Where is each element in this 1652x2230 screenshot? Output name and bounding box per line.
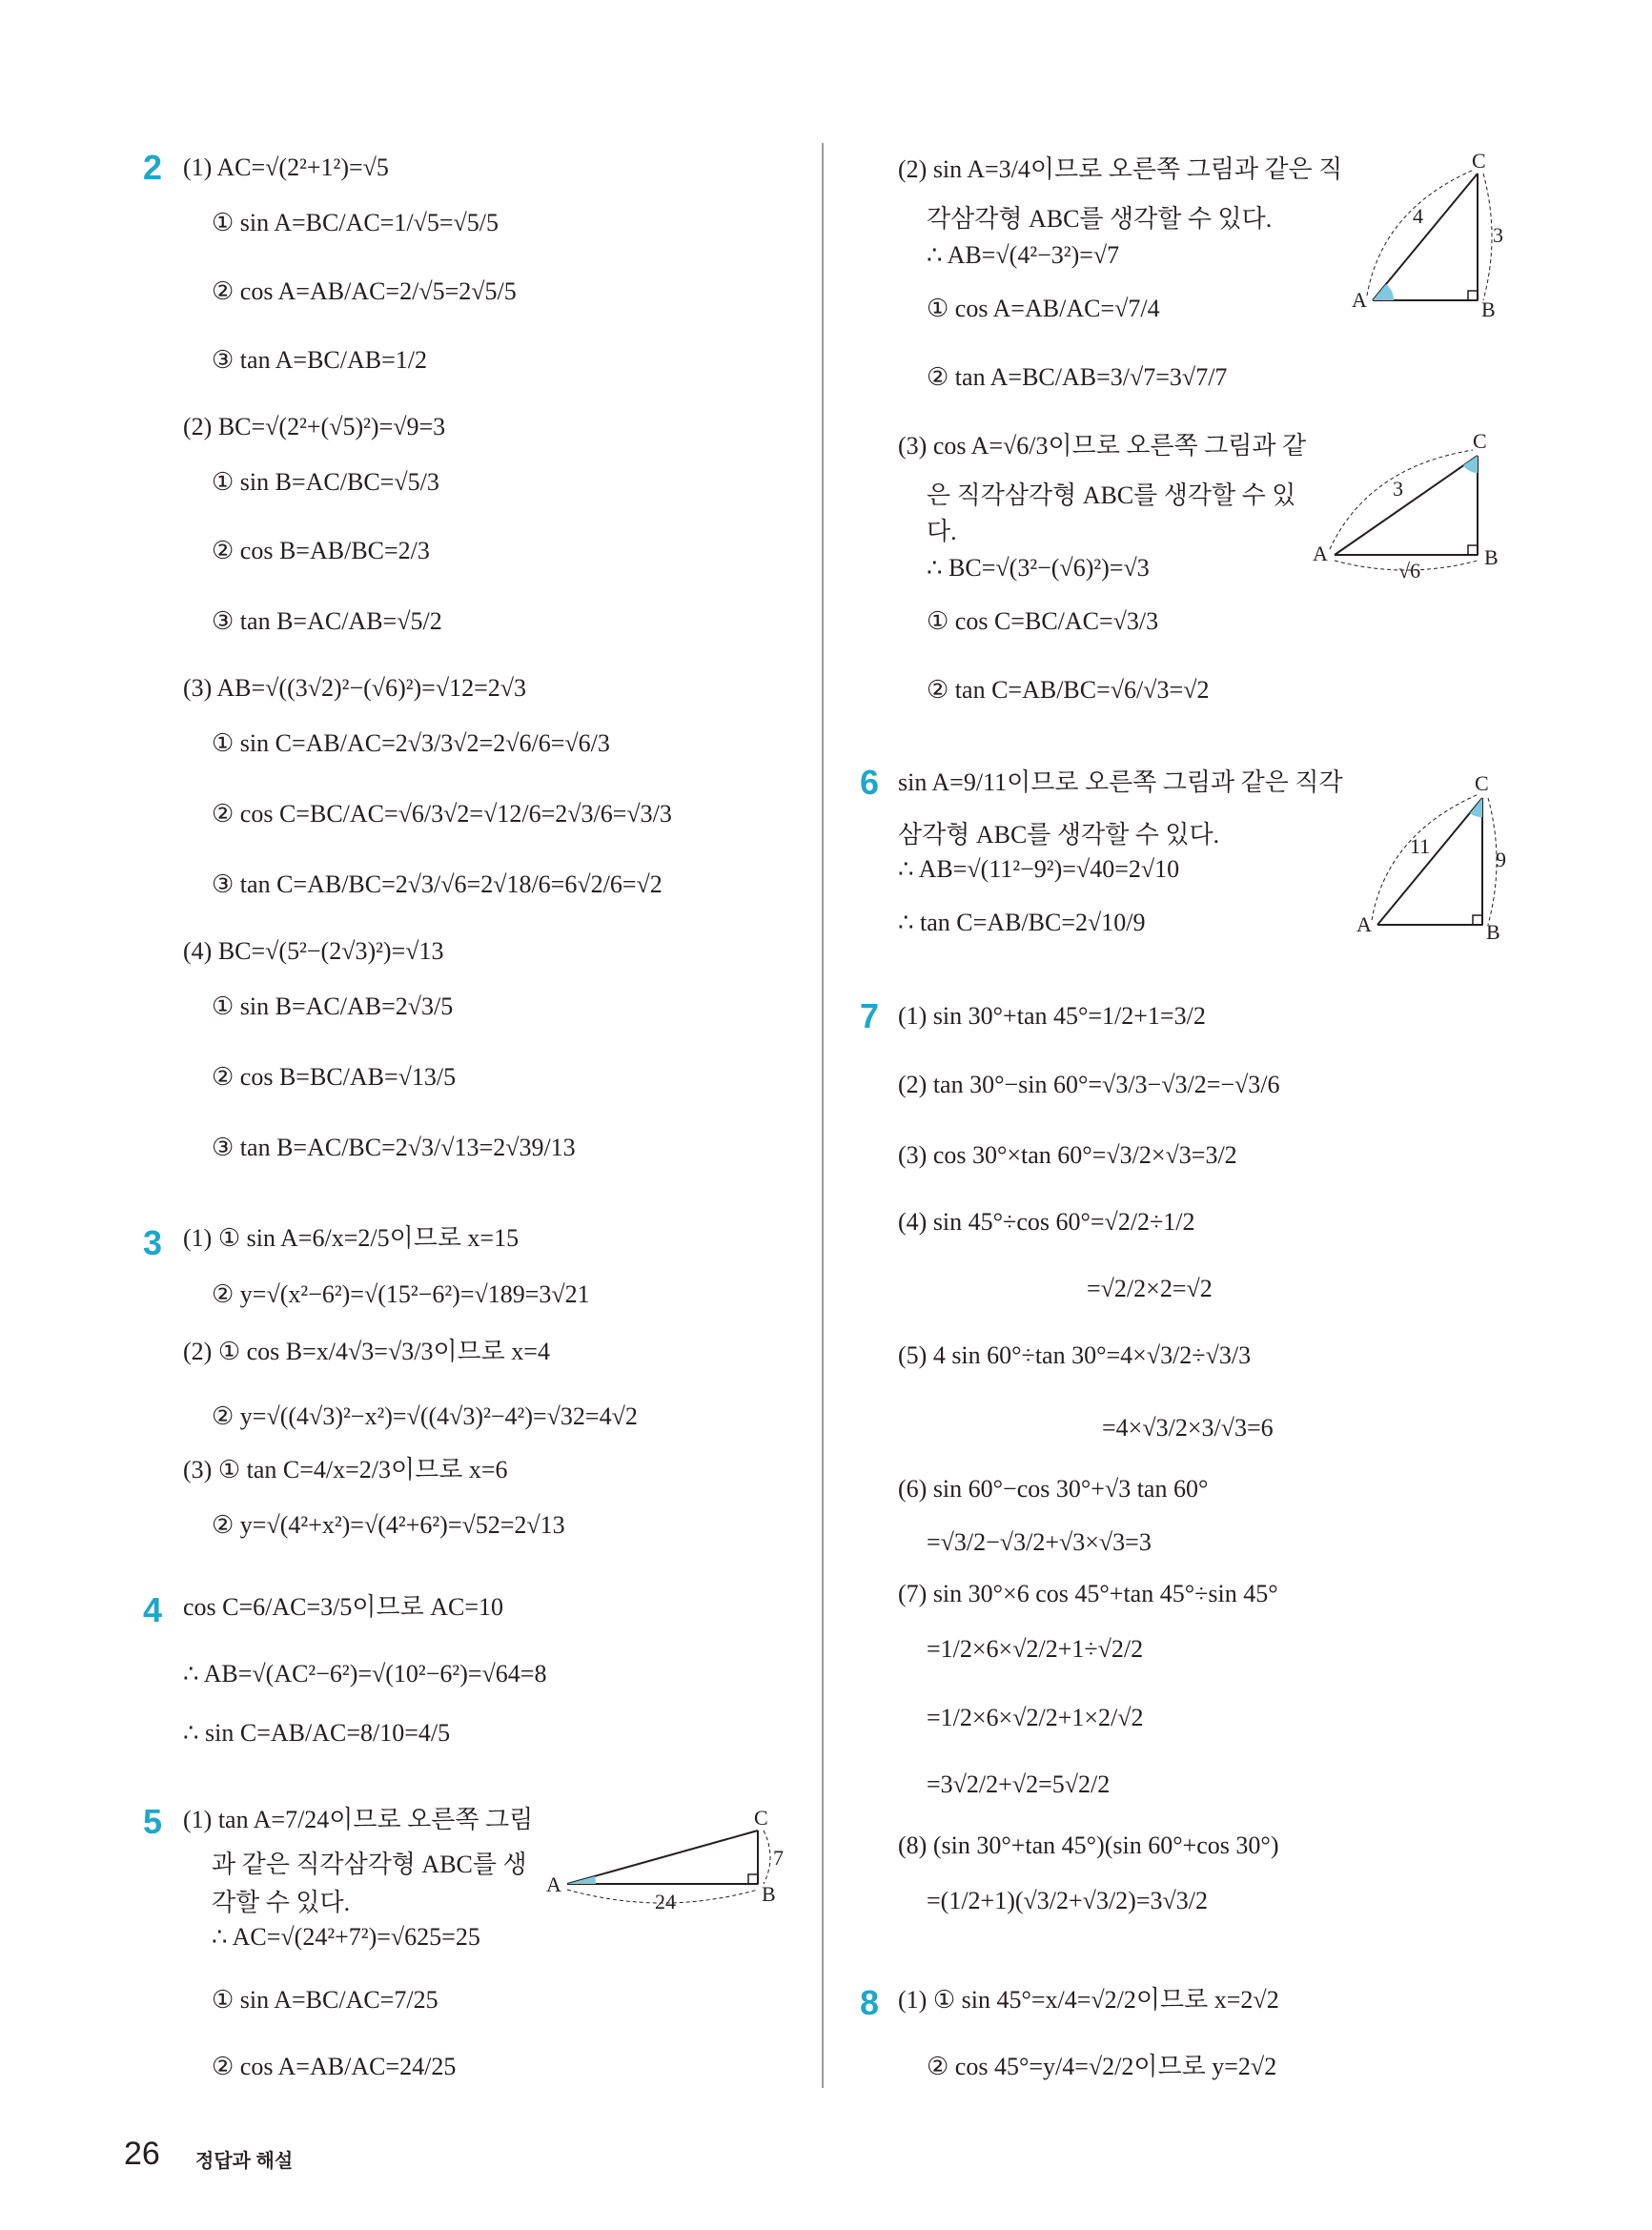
vertex-label-b: B [1484,545,1499,569]
solution-line: =4×√3/2×3/√3=6 [1102,1414,1274,1442]
solution-line: ③ tan B=AC/BC=2√3/√13=2√39/13 [212,1134,576,1161]
side-label-adjacent: 24 [655,1890,676,1913]
triangle-figure [539,1802,796,1921]
vertex-label-a: A [546,1872,561,1896]
solution-line: ② y=√(4²+x²)=√(4²+6²)=√52=2√13 [212,1511,565,1539]
solution-line: =√2/2×2=√2 [1087,1275,1213,1302]
solution-line: ∴ sin C=AB/AC=8/10=4/5 [183,1719,451,1747]
solution-line: (6) sin 60°−cos 30°+√3 tan 60° [898,1475,1209,1503]
vertex-label-b: B [1486,920,1500,944]
solution-line: ② cos A=AB/AC=24/25 [212,2053,457,2080]
solution-line: (1) AC=√(2²+1²)=√5 [183,153,389,181]
page-section-label: 정답과 해설 [195,2151,294,2172]
side-label-hypotenuse: 4 [1413,204,1423,228]
solution-line: sin A=9/11이므로 오른쪽 그림과 같은 직각 [898,768,1343,796]
solution-line: (3) cos A=√6/3이므로 오른쪽 그림과 같 [898,432,1307,460]
problem-number-7: 7 [860,996,880,1035]
vertex-label-a: A [1356,912,1372,936]
vertex-label-c: C [1472,153,1486,173]
solution-line: ② tan A=BC/AB=3/√7=3√7/7 [927,363,1228,391]
problem-number-3: 3 [143,1223,163,1262]
solution-line: =1/2×6×√2/2+1÷√2/2 [927,1635,1144,1663]
solution-line: (1) ① sin A=6/x=2/5이므로 x=15 [183,1224,520,1252]
solution-line: ③ tan A=BC/AB=1/2 [212,346,427,374]
solution-line: ② cos B=BC/AB=√13/5 [212,1063,457,1091]
solution-line: 삼각형 ABC를 생각할 수 있다. [898,821,1220,849]
solution-line: (3) AB=√((3√2)²−(√6)²)=√12=2√3 [183,674,527,702]
solution-line: ① sin A=BC/AC=1/√5=√5/5 [212,209,499,236]
solution-line: ① sin B=AC/BC=√5/3 [212,468,439,496]
solution-line: ③ tan B=AC/AB=√5/2 [212,607,442,635]
triangle-figure [1311,429,1520,591]
side-label-hypotenuse: 3 [1393,477,1403,501]
solution-line: =1/2×6×√2/2+1×2/√2 [927,1704,1144,1731]
vertex-label-c: C [1475,771,1489,795]
solution-line: (7) sin 30°×6 cos 45°+tan 45°÷sin 45° [898,1580,1278,1607]
solution-line: ① cos A=AB/AC=√7/4 [927,295,1160,322]
solution-line: =(1/2+1)(√3/2+√3/2)=3√3/2 [927,1887,1208,1914]
solution-line: ① sin A=BC/AC=7/25 [212,1986,438,2014]
solution-line: ∴ AB=√(AC²−6²)=√(10²−6²)=√64=8 [183,1660,547,1688]
vertex-label-a: A [1313,542,1328,565]
problem-number-4: 4 [143,1590,163,1629]
solution-line: ② cos C=BC/AC=√6/3√2=√12/6=2√3/6=√3/3 [212,800,672,828]
solution-line: 각할 수 있다. [212,1889,351,1916]
solution-line: ② cos 45°=y/4=√2/2이므로 y=2√2 [927,2053,1277,2080]
solution-line: ∴ BC=√(3²−(√6)²)=√3 [927,554,1150,582]
solution-line: =3√2/2+√2=5√2/2 [927,1770,1111,1798]
solution-line: (1) tan A=7/24이므로 오른쪽 그림 [183,1806,534,1833]
vertex-label-c: C [754,1806,768,1830]
vertex-label-b: B [762,1882,776,1906]
column-divider [822,143,824,2088]
triangle-figure [1344,153,1516,324]
problem-number-5: 5 [143,1802,163,1841]
side-label-opposite: 3 [1493,223,1503,247]
solution-line: (1) sin 30°+tan 45°=1/2+1=3/2 [898,1002,1206,1030]
solution-line: (4) BC=√(5²−(2√3)²)=√13 [183,937,444,965]
solution-line: (1) ① sin 45°=x/4=√2/2이므로 x=2√2 [898,1986,1279,2014]
solution-line: ② tan C=AB/BC=√6/√3=√2 [927,676,1210,704]
solution-line: ∴ AB=√(4²−3²)=√7 [927,241,1120,269]
side-label-hypotenuse: 11 [1410,834,1431,858]
solution-line: ∴ AC=√(24²+7²)=√625=25 [212,1923,480,1951]
vertex-label-c: C [1473,429,1487,453]
vertex-label-b: B [1481,297,1496,321]
side-label-adjacent: √6 [1398,559,1421,583]
page-number: 26 [124,2136,160,2172]
solution-line: ∴ AB=√(11²−9²)=√40=2√10 [898,855,1180,883]
solution-line: (2) sin A=3/4이므로 오른쪽 그림과 같은 직 [898,155,1343,183]
solution-line: (5) 4 sin 60°÷tan 30°=4×√3/2÷√3/3 [898,1341,1252,1369]
solution-line: (2) ① cos B=x/4√3=√3/3이므로 x=4 [183,1338,550,1365]
problem-number-6: 6 [860,763,880,802]
solution-line: ∴ tan C=AB/BC=2√10/9 [898,909,1146,936]
solution-line: 각삼각형 ABC를 생각할 수 있다. [927,205,1273,233]
solution-line: (4) sin 45°÷cos 60°=√2/2÷1/2 [898,1208,1195,1236]
solution-line: ① sin C=AB/AC=2√3/3√2=2√6/6=√6/3 [212,729,610,757]
side-label-opposite: 7 [773,1846,784,1870]
solution-line: cos C=6/AC=3/5이므로 AC=10 [183,1593,504,1621]
solution-line: ② y=√((4√3)²−x²)=√((4√3)²−4²)=√32=4√2 [212,1402,638,1430]
solution-line: ① cos C=BC/AC=√3/3 [927,607,1159,635]
solution-line: (2) tan 30°−sin 60°=√3/3−√3/2=−√3/6 [898,1071,1280,1098]
solution-line: ① sin B=AC/AB=2√3/5 [212,992,454,1020]
solution-line: ② y=√(x²−6²)=√(15²−6²)=√189=3√21 [212,1280,590,1308]
side-label-opposite: 9 [1496,848,1506,871]
solution-line: 과 같은 직각삼각형 ABC를 생 [212,1851,527,1878]
solution-line: ② cos A=AB/AC=2/√5=2√5/5 [212,277,517,305]
solution-line: 은 직각삼각형 ABC를 생각할 수 있 [927,481,1296,509]
solution-line: 다. [927,518,957,545]
problem-number-2: 2 [143,148,163,187]
triangle-figure [1349,767,1520,949]
solution-line: ③ tan C=AB/BC=2√3/√6=2√18/6=6√2/6=√2 [212,870,663,898]
solution-line: (2) BC=√(2²+(√5)²)=√9=3 [183,413,446,440]
solution-line: (3) cos 30°×tan 60°=√3/2×√3=3/2 [898,1141,1237,1169]
vertex-label-a: A [1352,288,1367,312]
solution-line: (8) (sin 30°+tan 45°)(sin 60°+cos 30°) [898,1831,1279,1859]
solution-line: ② cos B=AB/BC=2/3 [212,537,430,564]
solution-line: (3) ① tan C=4/x=2/3이므로 x=6 [183,1456,508,1483]
problem-number-8: 8 [860,1983,880,2022]
solution-line: =√3/2−√3/2+√3×√3=3 [927,1528,1152,1556]
